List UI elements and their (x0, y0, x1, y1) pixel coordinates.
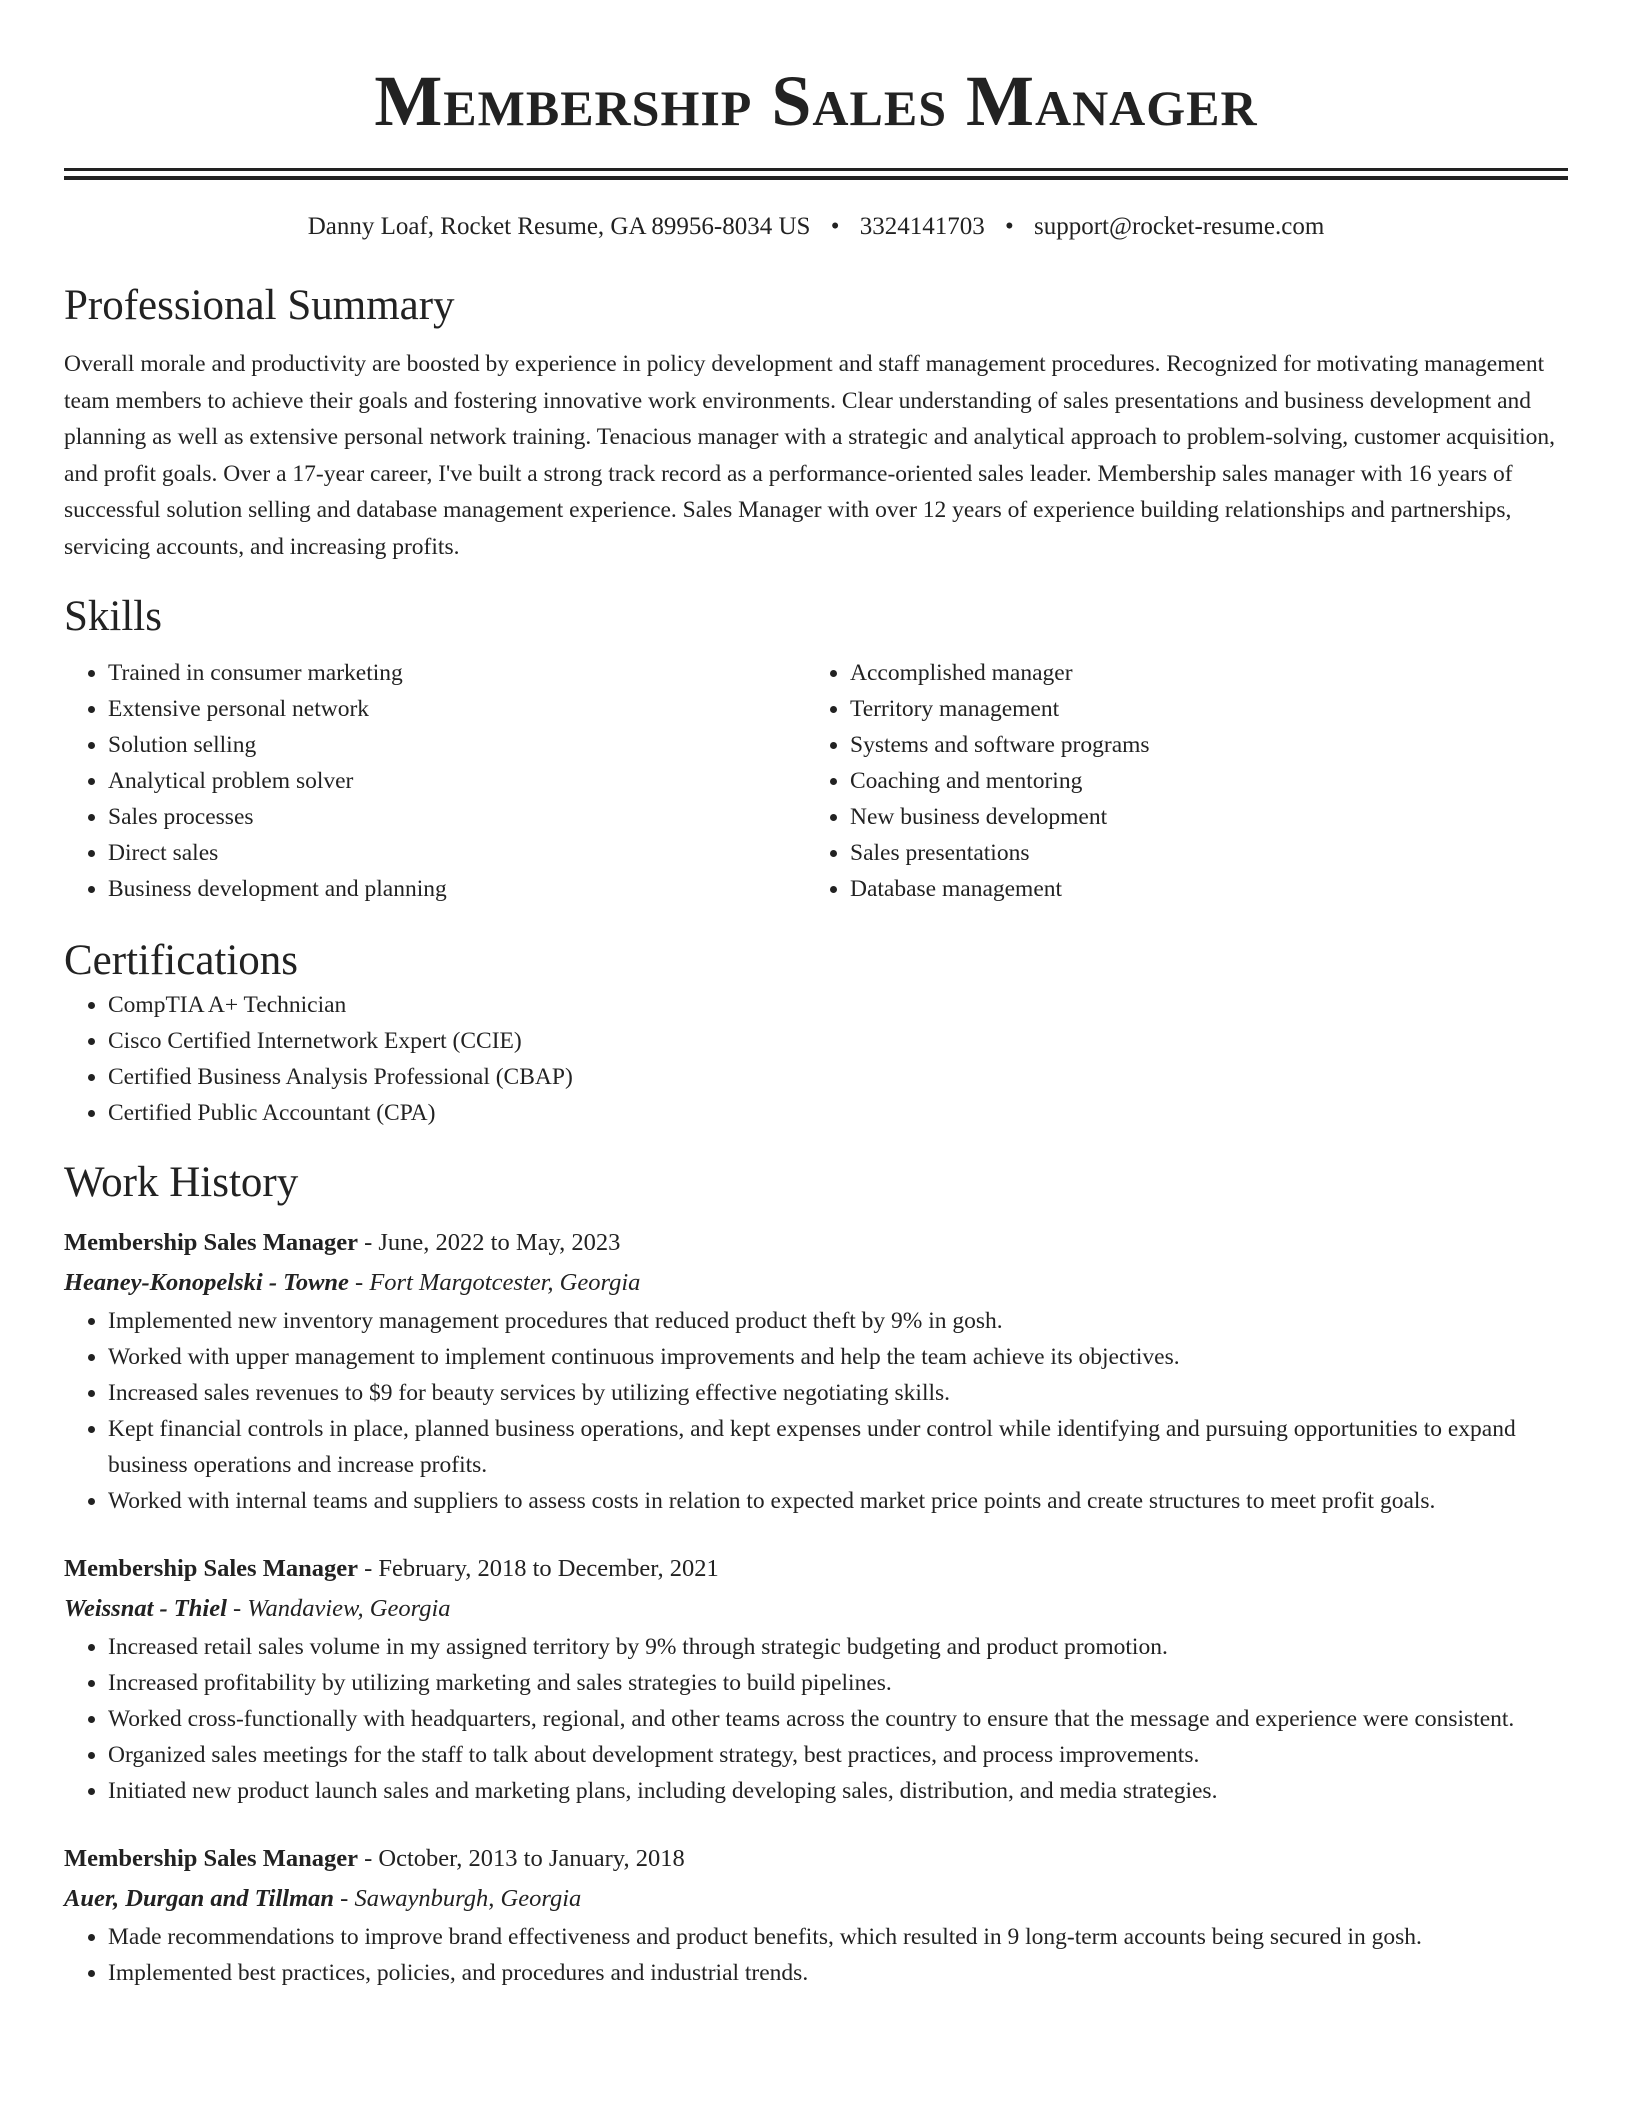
certification-item: • Cisco Certified Internetwork Expert (CCIE) (108, 1023, 1568, 1059)
job-bullet: • Implemented new inventory management procedures that reduced product theft by 9% in gosh. (108, 1303, 1568, 1339)
skills-column-left (64, 655, 806, 907)
job-entry (64, 1549, 1568, 1809)
contact-line (64, 212, 1568, 242)
skill-item: • Business development and planning (108, 871, 806, 907)
job-employer (64, 1879, 1568, 1919)
job-bullet: • Made recommendations to improve brand effectiveness and product benefits, which resulted in 9 long-term accounts being secured in gosh. (108, 1919, 1568, 1955)
certification-item: • Certified Public Accountant (CPA) (108, 1095, 1568, 1131)
skills-columns (64, 655, 1568, 907)
job-bullet: • Worked with upper management to implement continuous improvements and help the team achieve its objectives. (108, 1339, 1568, 1375)
summary-text: Overall morale and productivity are boosted by experience in policy development and staff management procedures. Recognized for motivating management team members to achieve their goals and fostering innovative work environments. Clear understanding of sales presentations and business development and planning as well as extensive personal network training. Tenacious manager with a strategic and analytical approach to problem-solving, customer acquisition, and profit goals. Over a 17-year career, I've built a strong track record as a performance-oriented sales leader. Membership sales manager with 16 years of successful solution selling and database management experience. Sales Manager with over 12 years of experience building relationships and partnerships, servicing accounts, and increasing profits. (64, 351, 1556, 560)
job-title: Membership Sales Manager (64, 1229, 358, 1256)
skill-item: • Direct sales (108, 835, 806, 871)
contact-separator: • (830, 213, 840, 240)
job-employer (64, 1263, 1568, 1303)
skills-list-left (64, 655, 806, 907)
job-company: Heaney-Konopelski - Towne (64, 1269, 349, 1296)
job-bullets (64, 1629, 1568, 1809)
job-dates: - October, 2013 to January, 2018 (357, 1845, 685, 1872)
job-header (64, 1223, 1568, 1263)
job-bullet: • Organized sales meetings for the staff to talk about development strategy, best practices, and process improvements. (108, 1737, 1568, 1773)
skill-item: • Coaching and mentoring (850, 763, 1548, 799)
contact-phone: 3324141703 (859, 213, 985, 240)
job-header (64, 1839, 1568, 1879)
certifications-list (64, 987, 1568, 1131)
job-bullet: • Increased retail sales volume in my assigned territory by 9% through strategic budgeting and product promotion. (108, 1629, 1568, 1665)
job-location: - Fort Margotcester, Georgia (348, 1269, 641, 1296)
skills-list-right (806, 655, 1548, 907)
skill-item: • Territory management (850, 691, 1548, 727)
job-bullet: • Increased sales revenues to $9 for beauty services by utilizing effective negotiating skills. (108, 1375, 1568, 1411)
job-bullet: • Implemented best practices, policies, and procedures and industrial trends. (108, 1955, 1568, 1991)
skill-item: • Sales processes (108, 799, 806, 835)
job-title: Membership Sales Manager (64, 1555, 358, 1582)
skill-item: • Trained in consumer marketing (108, 655, 806, 691)
contact-separator: • (1004, 213, 1014, 240)
contact-email: support@rocket-resume.com (1033, 213, 1325, 240)
job-bullet: • Worked with internal teams and suppliers to assess costs in relation to expected market price points and create structures to meet profit goals. (108, 1483, 1568, 1519)
job-company: Weissnat - Thiel (64, 1595, 227, 1622)
job-title: Membership Sales Manager (64, 1845, 358, 1872)
job-location: - Sawaynburgh, Georgia (334, 1885, 582, 1912)
job-bullets (64, 1919, 1568, 1991)
skill-item: • Database management (850, 871, 1548, 907)
resume-title: Membership Sales Manager (374, 61, 1258, 141)
work-history-heading: Work History (64, 1159, 299, 1206)
certifications-heading: Certifications (64, 937, 299, 984)
job-dates: - February, 2018 to December, 2021 (357, 1555, 719, 1582)
job-entry (64, 1839, 1568, 1991)
job-bullet: • Increased profitability by utilizing marketing and sales strategies to build pipelines. (108, 1665, 1568, 1701)
skill-item: • Sales presentations (850, 835, 1548, 871)
skill-item: • Systems and software programs (850, 727, 1548, 763)
skill-item: • New business development (850, 799, 1548, 835)
certification-item: • CompTIA A+ Technician (108, 987, 1568, 1023)
job-dates: - June, 2022 to May, 2023 (357, 1229, 621, 1256)
job-entry (64, 1223, 1568, 1519)
skills-heading: Skills (64, 593, 162, 640)
title-divider (64, 168, 1568, 180)
skills-column-right (806, 655, 1548, 907)
contact-address: Danny Loaf, Rocket Resume, GA 89956-8034 US (307, 213, 811, 240)
job-bullet: • Kept financial controls in place, planned business operations, and kept expenses under control while identifying and pursuing opportunities to expand business operations and increase profits. (108, 1411, 1568, 1483)
job-header (64, 1549, 1568, 1589)
skill-item: • Accomplished manager (850, 655, 1548, 691)
skill-item: • Analytical problem solver (108, 763, 806, 799)
job-bullet: • Worked cross-functionally with headquarters, regional, and other teams across the country to ensure that the message and experience were consistent. (108, 1701, 1568, 1737)
job-employer (64, 1589, 1568, 1629)
skill-item: • Solution selling (108, 727, 806, 763)
job-bullet: • Initiated new product launch sales and marketing plans, including developing sales, distribution, and media strategies. (108, 1773, 1568, 1809)
summary-heading: Professional Summary (64, 282, 455, 329)
certification-item: • Certified Business Analysis Professional (CBAP) (108, 1059, 1568, 1095)
skill-item: • Extensive personal network (108, 691, 806, 727)
job-company: Auer, Durgan and Tillman (64, 1885, 335, 1912)
job-location: - Wandaview, Georgia (226, 1595, 451, 1622)
job-bullets (64, 1303, 1568, 1519)
